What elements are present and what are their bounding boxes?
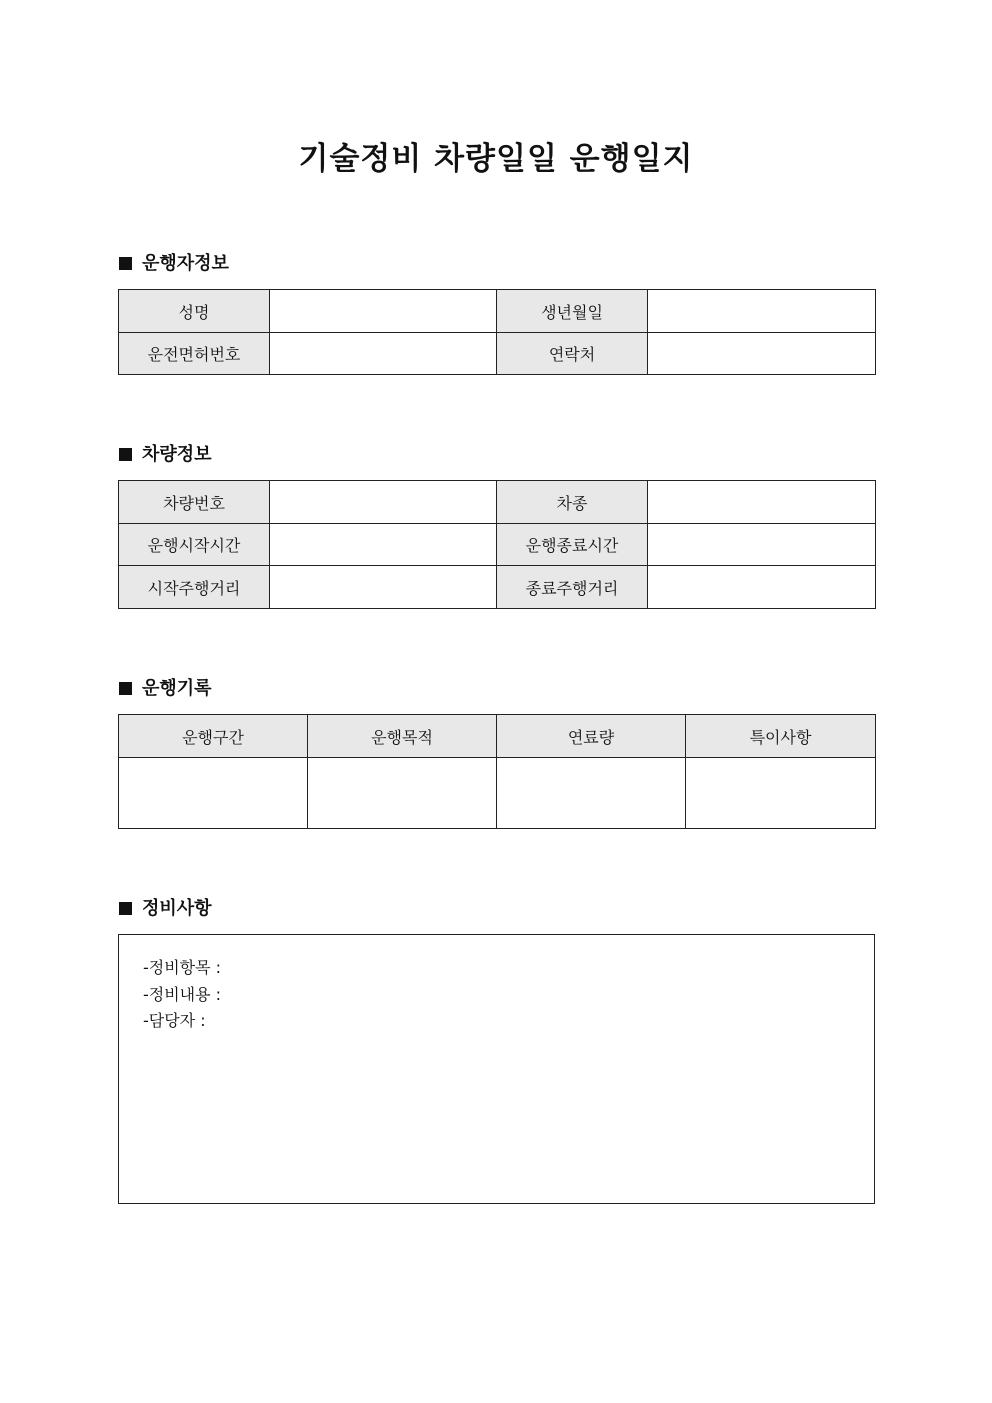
maintenance-notes-box[interactable] xyxy=(118,934,875,1204)
name-field[interactable] xyxy=(270,290,497,333)
table-row xyxy=(119,290,876,333)
contact-field[interactable] xyxy=(648,333,876,375)
maintenance-item-line: -정비항목 : xyxy=(143,958,222,977)
start-mileage-label: 시작주행거리 xyxy=(119,566,270,609)
license-number-label: 운전면허번호 xyxy=(119,333,270,375)
maintenance-content-line: -정비내용 : xyxy=(143,984,222,1004)
vehicle-model-field[interactable] xyxy=(648,481,876,524)
end-time-label: 운행종료시간 xyxy=(497,524,648,566)
table-row xyxy=(119,758,876,829)
column-header-route: 운행구간 xyxy=(119,715,308,758)
purpose-field[interactable] xyxy=(308,758,497,829)
end-mileage-label: 종료주행거리 xyxy=(497,566,648,609)
vehicle-info-table xyxy=(118,480,876,609)
start-time-label: 운행시작시간 xyxy=(119,524,270,566)
end-mileage-field[interactable] xyxy=(648,566,876,609)
column-header-remarks: 특이사항 xyxy=(686,715,876,758)
section-heading-driver-info xyxy=(119,252,229,276)
vehicle-number-field[interactable] xyxy=(270,481,497,524)
driver-info-table xyxy=(118,289,876,375)
column-header-fuel: 연료량 xyxy=(497,715,686,758)
section-heading-label: 운행기록 xyxy=(142,678,212,699)
section-heading-maintenance xyxy=(119,897,212,921)
name-label: 성명 xyxy=(119,290,270,333)
birth-date-label: 생년월일 xyxy=(497,290,648,333)
remarks-field[interactable] xyxy=(686,758,876,829)
section-heading-label: 운행자정보 xyxy=(142,253,229,274)
start-time-field[interactable] xyxy=(270,524,497,566)
vehicle-number-label: 차량번호 xyxy=(119,481,270,524)
table-row xyxy=(119,566,876,609)
page-title: 기술정비 차량일일 운행일지 xyxy=(298,141,694,177)
table-row xyxy=(119,333,876,375)
black-square-icon xyxy=(119,257,132,270)
vehicle-model-label: 차종 xyxy=(497,481,648,524)
route-field[interactable] xyxy=(119,758,308,829)
black-square-icon xyxy=(119,902,132,915)
section-heading-label: 차량정보 xyxy=(142,444,212,465)
section-heading-vehicle-info xyxy=(119,443,212,467)
start-mileage-field[interactable] xyxy=(270,566,497,609)
fuel-field[interactable] xyxy=(497,758,686,829)
end-time-field[interactable] xyxy=(648,524,876,566)
table-header-row xyxy=(119,715,876,758)
column-header-purpose: 운행목적 xyxy=(308,715,497,758)
birth-date-field[interactable] xyxy=(648,290,876,333)
maintenance-manager-line: -담당자 : xyxy=(143,1011,206,1030)
table-row xyxy=(119,524,876,566)
license-number-field[interactable] xyxy=(270,333,497,375)
section-heading-label: 정비사항 xyxy=(142,898,212,919)
black-square-icon xyxy=(119,682,132,695)
contact-label: 연락처 xyxy=(497,333,648,375)
table-row xyxy=(119,481,876,524)
maintenance-lines xyxy=(143,955,221,1035)
black-square-icon xyxy=(119,448,132,461)
drive-record-table xyxy=(118,714,876,829)
section-heading-drive-record xyxy=(119,677,212,701)
